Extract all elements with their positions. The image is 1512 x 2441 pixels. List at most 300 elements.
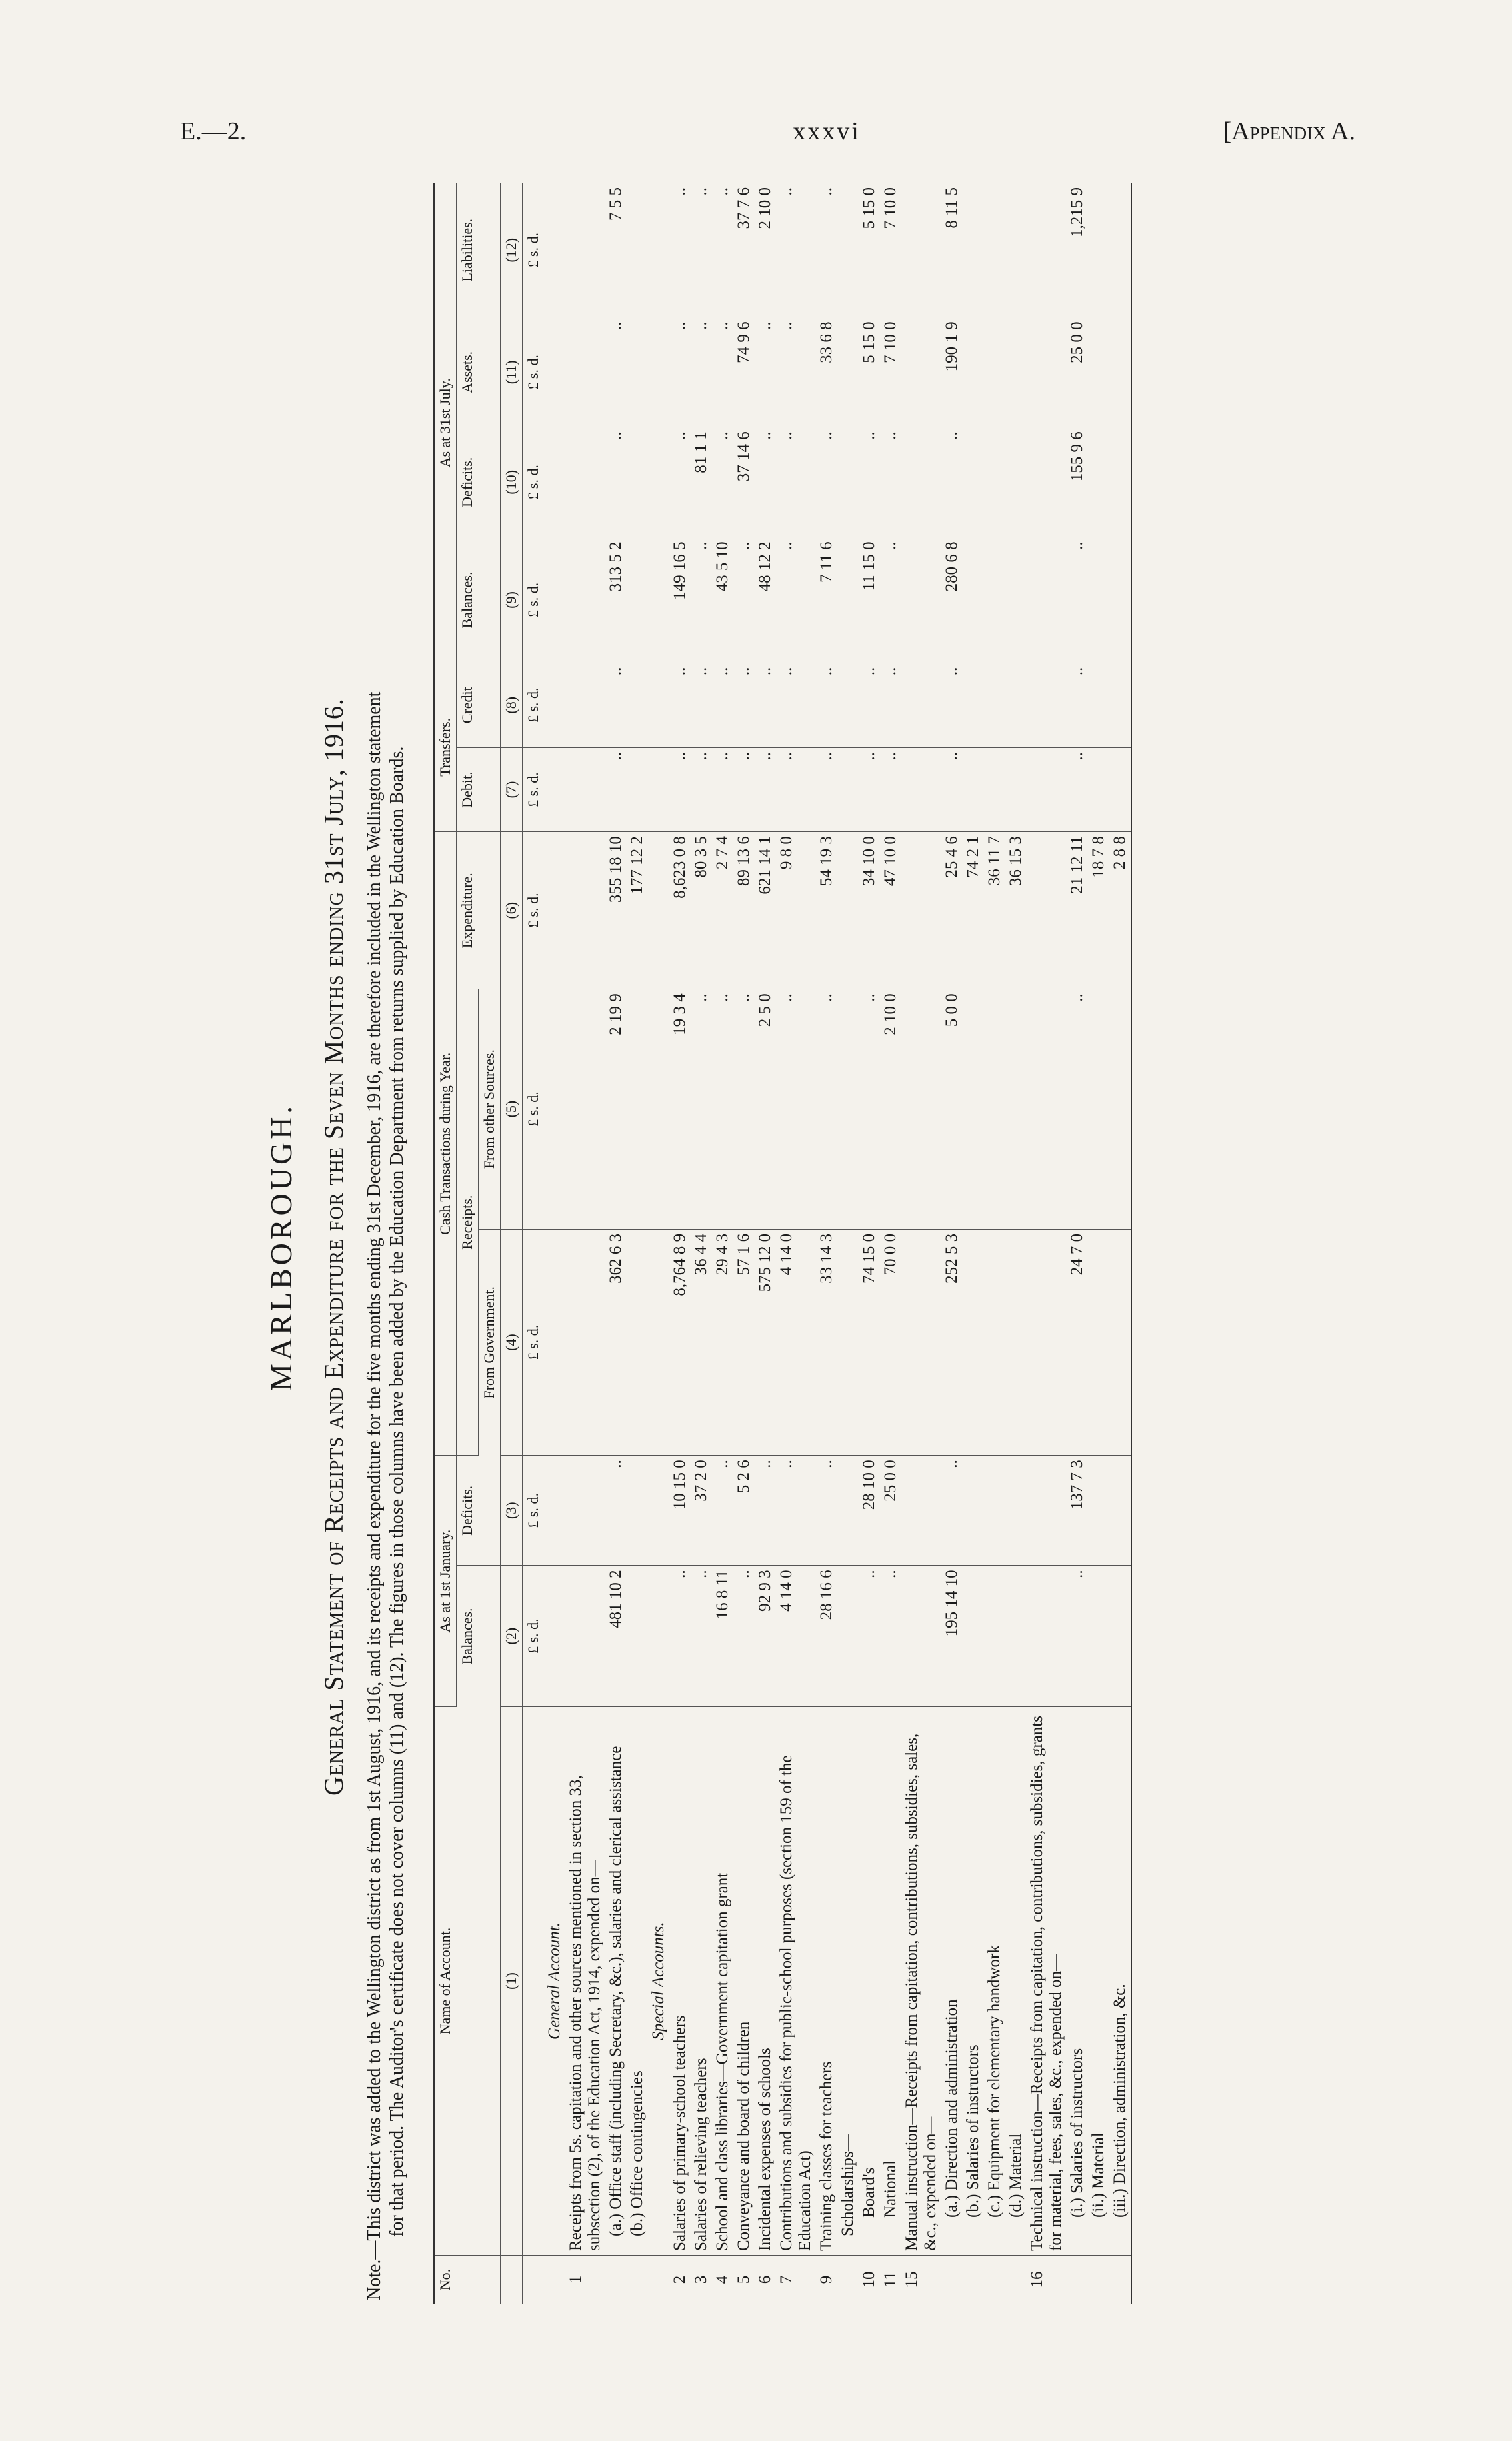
- table-row: [776, 183, 816, 2304]
- amount-cell: [984, 747, 1005, 831]
- amount-cell: [1027, 747, 1067, 831]
- amount-cell: 177 12 2: [627, 832, 648, 989]
- amount-cell: [627, 427, 648, 537]
- amount-cell: [544, 747, 565, 831]
- amount-cell: [565, 747, 605, 831]
- amount-cell: 190 1 9: [941, 317, 963, 427]
- amount-cell: [1005, 183, 1027, 317]
- amount-cell: ..: [1067, 989, 1088, 1230]
- amount-cell: [1027, 537, 1067, 663]
- amount-cell: [963, 1229, 984, 1455]
- table-row: [565, 183, 605, 2304]
- amount-cell: ..: [859, 1566, 880, 1707]
- row-number: [627, 2256, 648, 2304]
- lsd-units: £ s. d.: [523, 663, 545, 747]
- col-group-receipts: Receipts.: [457, 989, 479, 1456]
- page-number: xxxvi: [793, 117, 861, 145]
- amount-cell: [1027, 1229, 1067, 1455]
- amount-cell: [565, 1566, 605, 1707]
- col-group-transfers: Transfers.: [434, 663, 457, 832]
- amount-cell: 7 11 6: [816, 537, 837, 663]
- table-row: [648, 183, 669, 2304]
- table-row: [984, 183, 1005, 2304]
- amount-cell: [901, 1229, 941, 1455]
- row-number: 10: [860, 2271, 878, 2288]
- lsd-units: £ s. d.: [523, 1456, 545, 1566]
- col-num: (2): [501, 1566, 523, 1707]
- amount-cell: [1109, 317, 1131, 427]
- amount-cell: ..: [941, 663, 963, 747]
- amount-cell: ..: [669, 747, 691, 831]
- account-name: Board's: [859, 1707, 880, 2256]
- amount-cell: ..: [816, 427, 837, 537]
- amount-cell: ..: [712, 427, 733, 537]
- amount-cell: ..: [669, 317, 691, 427]
- amount-cell: ..: [1067, 1566, 1088, 1707]
- amount-cell: 313 5 2: [605, 537, 627, 663]
- amount-cell: ..: [859, 989, 880, 1230]
- col-num: (10): [501, 427, 523, 537]
- row-number: [837, 2256, 859, 2304]
- amount-cell: [565, 317, 605, 427]
- amount-cell: 37 14 6: [733, 427, 755, 537]
- amount-cell: ..: [605, 317, 627, 427]
- row-number: 9: [817, 2275, 835, 2284]
- statement-rows: [544, 183, 1131, 2304]
- row-number: 16: [1028, 2271, 1046, 2288]
- amount-cell: 8,623 0 8: [669, 832, 691, 989]
- amount-cell: [1005, 317, 1027, 427]
- amount-cell: 33 14 3: [816, 1229, 837, 1455]
- amount-cell: [984, 317, 1005, 427]
- amount-cell: [1109, 747, 1131, 831]
- amount-cell: [901, 537, 941, 663]
- amount-cell: ..: [669, 427, 691, 537]
- amount-cell: 4 14 0: [776, 1566, 816, 1707]
- table-row: [816, 183, 837, 2304]
- amount-cell: [901, 317, 941, 427]
- amount-cell: 8 11 5: [941, 183, 963, 317]
- amount-cell: ..: [880, 747, 901, 831]
- amount-cell: ..: [776, 183, 816, 317]
- col-num: (6): [501, 832, 523, 989]
- amount-cell: [1027, 989, 1067, 1230]
- amount-cell: ..: [605, 747, 627, 831]
- amount-cell: 36 4 4: [691, 1229, 712, 1455]
- note: [363, 180, 409, 2300]
- amount-cell: ..: [1067, 747, 1088, 831]
- table-row: [1067, 183, 1088, 2304]
- row-number: 3: [692, 2275, 710, 2284]
- row-number: 6: [756, 2275, 774, 2284]
- amount-cell: ..: [776, 1456, 816, 1566]
- account-name: Training classes for teachers: [816, 1707, 837, 2256]
- col-num: (12): [501, 183, 523, 317]
- row-number: 11: [881, 2271, 899, 2288]
- amount-cell: 195 14 10: [941, 1566, 963, 1707]
- amount-cell: [1088, 1456, 1109, 1566]
- amount-cell: ..: [669, 663, 691, 747]
- amount-cell: 70 0 0: [880, 1229, 901, 1455]
- table-row: [1027, 183, 1067, 2304]
- amount-cell: [1027, 832, 1067, 989]
- account-name: (i.) Salaries of instructors: [1067, 1707, 1088, 2256]
- amount-cell: 575 12 0: [755, 1229, 776, 1455]
- col-jan-deficits: Deficits.: [457, 1456, 501, 1566]
- amount-cell: ..: [733, 537, 755, 663]
- amount-cell: [837, 989, 859, 1230]
- amount-cell: [984, 1229, 1005, 1455]
- amount-cell: [1109, 537, 1131, 663]
- amount-cell: ..: [605, 1456, 627, 1566]
- amount-cell: ..: [776, 537, 816, 663]
- lsd-units: £ s. d.: [523, 989, 545, 1230]
- amount-cell: [1027, 1566, 1067, 1707]
- lsd-blank: [523, 2256, 545, 2304]
- amount-cell: ..: [880, 537, 901, 663]
- table-row: [941, 183, 963, 2304]
- account-name: Incidental expenses of schools: [755, 1707, 776, 2256]
- row-number: 4: [713, 2275, 731, 2284]
- amount-cell: ..: [712, 663, 733, 747]
- amount-cell: 34 10 0: [859, 832, 880, 989]
- amount-cell: 57 1 6: [733, 1229, 755, 1455]
- col-num: (3): [501, 1456, 523, 1566]
- amount-cell: 2 10 0: [755, 183, 776, 317]
- row-number: [1109, 2256, 1131, 2304]
- account-name: (a.) Direction and administration: [941, 1707, 963, 2256]
- amount-cell: [544, 317, 565, 427]
- amount-cell: ..: [859, 663, 880, 747]
- amount-cell: 155 9 6: [1067, 427, 1088, 537]
- amount-cell: [544, 183, 565, 317]
- lsd-blank: [523, 1707, 545, 2256]
- col-jan-balances: Balances.: [457, 1566, 501, 1707]
- row-number: [1088, 2256, 1109, 2304]
- table-row: [837, 183, 859, 2304]
- page-header-right: [Appendix A.: [1223, 117, 1355, 145]
- amount-cell: 36 15 3: [1005, 832, 1027, 989]
- col-july-deficits: Deficits.: [457, 427, 501, 537]
- amount-cell: [901, 1566, 941, 1707]
- account-name: Scholarships—: [837, 1707, 859, 2256]
- amount-cell: ..: [816, 1456, 837, 1566]
- lsd-units: £ s. d.: [523, 1566, 545, 1707]
- amount-cell: [1109, 427, 1131, 537]
- amount-cell: [1109, 1566, 1131, 1707]
- row-number: [1005, 2256, 1027, 2304]
- amount-cell: 5 0 0: [941, 989, 963, 1230]
- col-debit: Debit.: [457, 747, 501, 831]
- amount-cell: ..: [605, 427, 627, 537]
- table-row: [691, 183, 712, 2304]
- col-group-jan: As at 1st January.: [434, 1456, 457, 1707]
- amount-cell: 81 1 1: [691, 427, 712, 537]
- amount-cell: [1027, 427, 1067, 537]
- table-row: [755, 183, 776, 2304]
- amount-cell: 25 4 6: [941, 832, 963, 989]
- amount-cell: 47 10 0: [880, 832, 901, 989]
- account-name: Contributions and subsidies for public-school purposes (section 159 of the Education Act): [776, 1707, 816, 2256]
- amount-cell: ..: [880, 663, 901, 747]
- amount-cell: [1027, 317, 1067, 427]
- amount-cell: 280 6 8: [941, 537, 963, 663]
- amount-cell: [544, 832, 565, 989]
- amount-cell: 5 15 0: [859, 317, 880, 427]
- amount-cell: [648, 1229, 669, 1455]
- amount-cell: ..: [776, 663, 816, 747]
- col-from-other: From other Sources.: [479, 989, 501, 1230]
- table-row: [963, 183, 984, 2304]
- table-row: [733, 183, 755, 2304]
- amount-cell: [963, 317, 984, 427]
- table-row: [880, 183, 901, 2304]
- amount-cell: ..: [880, 427, 901, 537]
- amount-cell: [648, 1566, 669, 1707]
- amount-cell: [544, 427, 565, 537]
- table-row: [712, 183, 733, 2304]
- col-num: (1): [501, 1707, 523, 2256]
- amount-cell: [1088, 427, 1109, 537]
- lsd-units: £ s. d.: [523, 747, 545, 831]
- amount-cell: [1005, 663, 1027, 747]
- amount-cell: 621 14 1: [755, 832, 776, 989]
- amount-cell: [963, 183, 984, 317]
- amount-cell: [1005, 537, 1027, 663]
- amount-cell: [648, 537, 669, 663]
- lsd-units: £ s. d.: [523, 427, 545, 537]
- account-name: Conveyance and board of children: [733, 1707, 755, 2256]
- amount-cell: [963, 1456, 984, 1566]
- amount-cell: 2 19 9: [605, 989, 627, 1230]
- account-name: Technical instruction—Receipts from capitation, contributions, subsidies, grants for material, fees, sales, &c., expended on—: [1027, 1707, 1067, 2256]
- amount-cell: [1088, 989, 1109, 1230]
- amount-cell: [544, 1566, 565, 1707]
- amount-cell: [648, 1456, 669, 1566]
- amount-cell: 4 14 0: [776, 1229, 816, 1455]
- col-credit: Credit: [457, 663, 501, 747]
- amount-cell: 11 15 0: [859, 537, 880, 663]
- amount-cell: ..: [605, 663, 627, 747]
- amount-cell: [565, 832, 605, 989]
- amount-cell: ..: [712, 989, 733, 1230]
- account-name: (ii.) Material: [1088, 1707, 1109, 2256]
- account-name: School and class libraries—Government capitation grant: [712, 1707, 733, 2256]
- amount-cell: 29 4 3: [712, 1229, 733, 1455]
- account-name: Salaries of relieving teachers: [691, 1707, 712, 2256]
- amount-cell: 7 10 0: [880, 317, 901, 427]
- amount-cell: [963, 989, 984, 1230]
- amount-cell: 2 10 0: [880, 989, 901, 1230]
- amount-cell: ..: [712, 747, 733, 831]
- col-group-cash: Cash Transactions during Year.: [434, 832, 457, 1456]
- section-heading: General Account.: [544, 1707, 565, 2256]
- col-liabilities: Liabilities.: [457, 183, 501, 317]
- col-num: [501, 2256, 523, 2304]
- table-row: [859, 183, 880, 2304]
- amount-cell: 89 13 6: [733, 832, 755, 989]
- amount-cell: ..: [941, 1456, 963, 1566]
- amount-cell: [901, 1456, 941, 1566]
- account-name: (b.) Salaries of instructors: [963, 1707, 984, 2256]
- amount-cell: [565, 1229, 605, 1455]
- amount-cell: [627, 1456, 648, 1566]
- amount-cell: [627, 747, 648, 831]
- amount-cell: [1088, 317, 1109, 427]
- amount-cell: [984, 427, 1005, 537]
- amount-cell: [627, 1566, 648, 1707]
- amount-cell: 2 8 8: [1109, 832, 1131, 989]
- amount-cell: [544, 989, 565, 1230]
- section-heading: Special Accounts.: [648, 1707, 669, 2256]
- amount-cell: 1,215 9: [1067, 183, 1088, 317]
- amount-cell: [648, 747, 669, 831]
- amount-cell: ..: [776, 747, 816, 831]
- amount-cell: 28 10 0: [859, 1456, 880, 1566]
- amount-cell: [627, 989, 648, 1230]
- amount-cell: [984, 1456, 1005, 1566]
- amount-cell: ..: [1067, 663, 1088, 747]
- lsd-units: £ s. d.: [523, 832, 545, 989]
- amount-cell: [565, 663, 605, 747]
- col-num: (7): [501, 747, 523, 831]
- col-expenditure: Expenditure.: [457, 832, 501, 989]
- amount-cell: ..: [816, 989, 837, 1230]
- amount-cell: [1088, 537, 1109, 663]
- amount-cell: [627, 537, 648, 663]
- amount-cell: [544, 1456, 565, 1566]
- amount-cell: ..: [816, 747, 837, 831]
- amount-cell: [963, 427, 984, 537]
- amount-cell: 54 19 3: [816, 832, 837, 989]
- amount-cell: ..: [712, 1456, 733, 1566]
- amount-cell: 252 5 3: [941, 1229, 963, 1455]
- amount-cell: 7 5 5: [605, 183, 627, 317]
- amount-cell: 481 10 2: [605, 1566, 627, 1707]
- amount-cell: 5 15 0: [859, 183, 880, 317]
- col-assets: Assets.: [457, 317, 501, 427]
- amount-cell: [1005, 1229, 1027, 1455]
- amount-cell: [648, 317, 669, 427]
- amount-cell: ..: [691, 183, 712, 317]
- amount-cell: ..: [733, 747, 755, 831]
- amount-cell: 21 12 11: [1067, 832, 1088, 989]
- account-name: National: [880, 1707, 901, 2256]
- amount-cell: 8,764 8 9: [669, 1229, 691, 1455]
- amount-cell: ..: [691, 663, 712, 747]
- amount-cell: 80 3 5: [691, 832, 712, 989]
- amount-cell: ..: [691, 747, 712, 831]
- amount-cell: ..: [941, 747, 963, 831]
- amount-cell: ..: [712, 183, 733, 317]
- row-number: [605, 2256, 627, 2304]
- col-name: Name of Account.: [434, 1707, 501, 2256]
- col-num: (8): [501, 663, 523, 747]
- row-number: [963, 2256, 984, 2304]
- amount-cell: [837, 832, 859, 989]
- amount-cell: [648, 663, 669, 747]
- amount-cell: [1027, 1456, 1067, 1566]
- amount-cell: 5 2 6: [733, 1456, 755, 1566]
- statement-title: General Statement of Receipts and Expenditure for the Seven Months ending 31st July, 1916.: [319, 698, 349, 1796]
- amount-cell: ..: [712, 317, 733, 427]
- amount-cell: [648, 183, 669, 317]
- amount-cell: [901, 989, 941, 1230]
- amount-cell: 48 12 2: [755, 537, 776, 663]
- amount-cell: [984, 663, 1005, 747]
- lsd-units: £ s. d.: [523, 537, 545, 663]
- amount-cell: 25 0 0: [880, 1456, 901, 1566]
- amount-cell: [1005, 989, 1027, 1230]
- amount-cell: [837, 183, 859, 317]
- amount-cell: [963, 747, 984, 831]
- amount-cell: ..: [1067, 537, 1088, 663]
- amount-cell: 74 2 1: [963, 832, 984, 989]
- amount-cell: ..: [733, 989, 755, 1230]
- account-name: (c.) Equipment for elementary handwork: [984, 1707, 1005, 2256]
- amount-cell: [1109, 989, 1131, 1230]
- row-number: 15: [903, 2271, 921, 2288]
- row-number: [648, 2256, 669, 2304]
- amount-cell: [837, 663, 859, 747]
- amount-cell: [837, 1456, 859, 1566]
- amount-cell: [648, 989, 669, 1230]
- row-number: [1067, 2256, 1088, 2304]
- amount-cell: 18 7 8: [1088, 832, 1109, 989]
- amount-cell: 2 5 0: [755, 989, 776, 1230]
- row-number: 1: [567, 2275, 585, 2284]
- amount-cell: ..: [691, 537, 712, 663]
- amount-cell: [901, 663, 941, 747]
- col-num: (9): [501, 537, 523, 663]
- amount-cell: [544, 1229, 565, 1455]
- col-group-july: As at 31st July.: [434, 183, 457, 663]
- amount-cell: 24 7 0: [1067, 1229, 1088, 1455]
- amount-cell: 28 16 6: [816, 1566, 837, 1707]
- note-line-2: for that period. The Auditor's certificate does not cover columns (11) and (12). The figures in those columns have been added by the Education Department from returns supplied by Education Boards.: [387, 746, 407, 2237]
- amount-cell: [837, 747, 859, 831]
- amount-cell: ..: [755, 317, 776, 427]
- account-name: (b.) Office contingencies: [627, 1707, 648, 2256]
- district-title: MARLBOROUGH.: [264, 1103, 298, 1391]
- col-num: (11): [501, 317, 523, 427]
- amount-cell: 9 8 0: [776, 832, 816, 989]
- amount-cell: ..: [755, 427, 776, 537]
- amount-cell: [627, 317, 648, 427]
- amount-cell: [1109, 183, 1131, 317]
- page-header-left: E.—2.: [180, 117, 247, 145]
- amount-cell: [1005, 1566, 1027, 1707]
- amount-cell: [901, 747, 941, 831]
- col-from-government: From Government.: [479, 1229, 501, 1455]
- col-no: No.: [434, 2256, 501, 2304]
- amount-cell: 16 8 11: [712, 1566, 733, 1707]
- amount-cell: [1109, 663, 1131, 747]
- amount-cell: [1088, 1229, 1109, 1455]
- amount-cell: [901, 427, 941, 537]
- amount-cell: [984, 989, 1005, 1230]
- lsd-units: £ s. d.: [523, 1229, 545, 1455]
- table-row: [544, 183, 565, 2304]
- amount-cell: [837, 427, 859, 537]
- amount-cell: [1109, 1456, 1131, 1566]
- row-number: 7: [777, 2275, 795, 2284]
- amount-cell: [1088, 663, 1109, 747]
- amount-cell: ..: [691, 1566, 712, 1707]
- amount-cell: [1088, 747, 1109, 831]
- row-number: [984, 2256, 1005, 2304]
- amount-cell: 362 6 3: [605, 1229, 627, 1455]
